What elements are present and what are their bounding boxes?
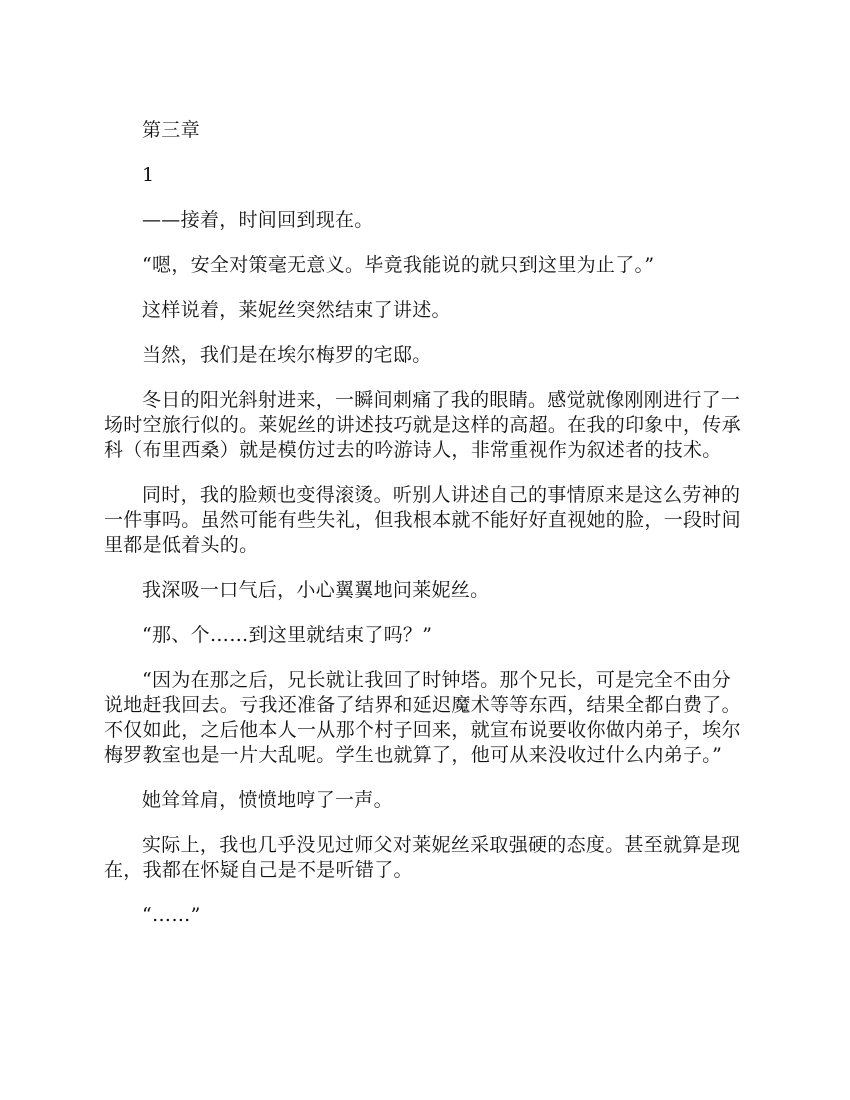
paragraph: “因为在那之后，兄长就让我回了时钟塔。那个兄长，可是完全不由分说地赶我回去。亏我还准备了结界和延迟魔术等等东西，结果全都白费了。不仅如此，之后他本人一从那个村子回来，就宣布说要收你做内弟子，埃尔梅罗教室也是一片大乱呢。学生也就算了，他可从来没收过什么内弟子。” — [104, 669, 741, 766]
document-page — [104, 118, 746, 948]
paragraph: 实际上，我也几乎没见过师父对莱妮丝采取强硬的态度。甚至就算是现在，我都在怀疑自己是不是听错了。 — [104, 834, 741, 881]
section-number: 1 — [142, 164, 155, 186]
paragraph: ——接着，时间回到现在。 — [142, 209, 374, 231]
chapter-title: 第三章 — [142, 119, 200, 141]
paragraph: 冬日的阳光斜射进来，一瞬间刺痛了我的眼睛。感觉就像刚刚进行了一场时空旅行似的。莱妮丝的讲述技巧就是这样的高超。在我的印象中，传承科（布里西桑）就是模仿过去的吟游诗人，非常重视作为叙述者的技术。 — [104, 389, 741, 461]
paragraph: 我深吸一口气后，小心翼翼地问莱妮丝。 — [142, 579, 490, 601]
paragraph: 当然，我们是在埃尔梅罗的宅邸。 — [142, 344, 432, 366]
paragraph: 她耸耸肩，愤愤地哼了一声。 — [142, 789, 393, 811]
paragraph: “……” — [142, 904, 201, 926]
paragraph: “嗯，安全对策毫无意义。毕竟我能说的就只到这里为止了。” — [142, 254, 655, 276]
paragraph: 这样说着，莱妮丝突然结束了讲述。 — [142, 299, 451, 321]
paragraph: 同时，我的脸颊也变得滚烫。听别人讲述自己的事情原来是这么劳神的一件事吗。虽然可能有些失礼，但我根本就不能好好直视她的脸，一段时间里都是低着头的。 — [104, 484, 741, 556]
paragraph: “那、个……到这里就结束了吗？” — [142, 624, 433, 646]
